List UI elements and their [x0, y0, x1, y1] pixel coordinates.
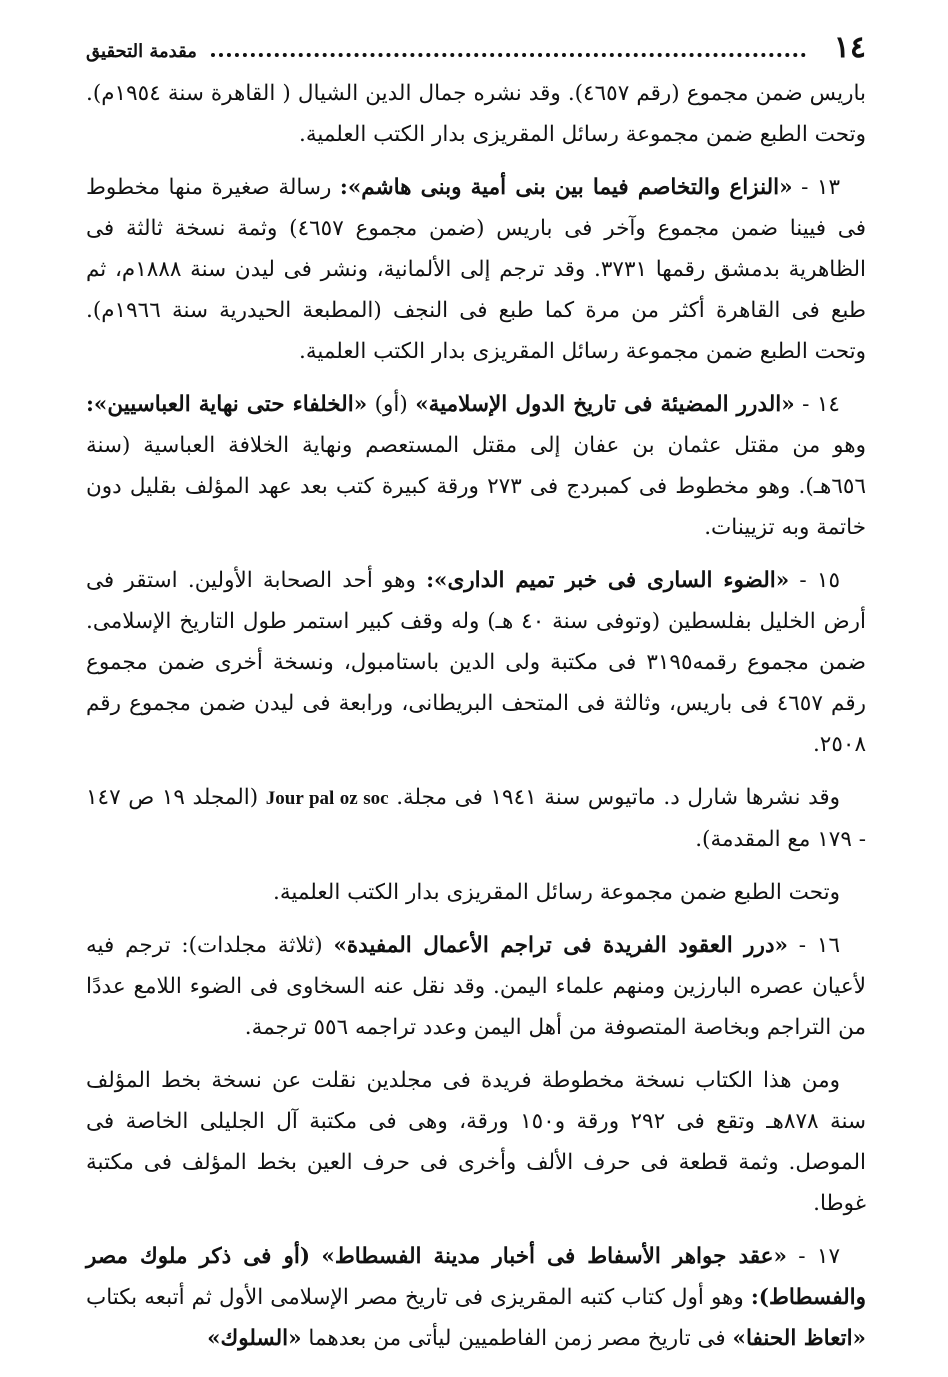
document-page — [86, 30, 866, 1371]
paragraph-item-16-manuscripts — [86, 1060, 866, 1224]
paragraph-item-15-publication — [86, 777, 866, 860]
text-run: رسالة صغيرة منها مخطوط فى فيينا ضمن مجموع وآخر فى باريس (ضمن مجموع ٤٦٥٧) وثمة نسخة ثالثة فى الظاهرية بدمشق رقمها ٣٧٣١. وقد ترجم إلى الألمانية، ونشر فى ليدن سنة ١٨٨٨م، ثم طبع فى القاهرة أكثر من مرة كما طبع فى النجف (المطبعة الحيدرية سنة ١٩٦٦م). وتحت الطبع ضمن مجموعة رسائل المقريزى بدار الكتب العلمية. — [86, 175, 867, 364]
text-run: فى تاريخ مصر زمن الفاطميين ليأتى من بعدهما — [301, 1326, 733, 1351]
page-number: ١٤ — [833, 30, 866, 65]
text-run: (ثلاثة مجلدات): ترجم فيه لأعيان عصره البارزين ومنهم علماء اليمن. وقد نقل عنه السخاوى فى الضوء اللامع عددًا من التراجم وبخاصة المتصوفة من أهل اليمن وعدد تراجمه ٥٥٦ ترجمة. — [86, 933, 866, 1040]
paragraph-item-16 — [86, 925, 866, 1048]
text-run: وهو من مقتل عثمان بن عفان إلى مقتل المستعصم ونهاية الخلافة العباسية (سنة ٦٥٦هـ). وهو مخطوط فى كمبردج فى ٢٧٣ ورقة كبيرة كتب بعد عهد المؤلف بقليل دون خاتمة وبه تزيينات. — [86, 433, 866, 540]
text-run: ١٧ - — [786, 1244, 841, 1269]
bold-title-run: «الدرر المضيئة فى تاريخ الدول الإسلامية» — [415, 392, 795, 417]
text-run — [310, 1244, 321, 1269]
text-run: ومن هذا الكتاب نسخة مخطوطة فريدة فى مجلدين نقلت عن نسخة بخط المؤلف سنة ٨٧٨هـ وتقع فى ٢٩٢ ورقة و١٥٠ ورقة، وهى فى مكتبة آل الجليلى الخاصة فى الموصل. وثمة قطعة فى حرف الألف وأخرى فى حرف العين بخط المؤلف فى مكتبة غوطا. — [86, 1068, 866, 1216]
text-run: وهو أحد الصحابة الأولين. استقر فى أرض الخليل بفلسطين (وتوفى سنة ٤٠ هـ) وله وقف كبير استمر طول التاريخ الإسلامى. ضمن مجموع رقمه٣١٩٥ فى مكتبة ولى الدين باستامبول، ونسخة أخرى ضمن مجموع رقم ٤٦٥٧ فى باريس، وثالثة فى المتحف البريطانى، ورابعة فى ليدن ضمن مجموع رقم ٢٥٠٨. — [86, 568, 866, 757]
bold-title-run: «السلوك» — [207, 1326, 302, 1351]
header-title: مقدمة التحقيق — [86, 41, 197, 62]
bold-title-run: «درر العقود الفريدة فى تراجم الأعمال المفيدة» — [333, 933, 788, 958]
paragraph-item-15-printing — [86, 872, 866, 913]
text-run: ١٤ - — [794, 392, 840, 417]
paragraph-item-15 — [86, 560, 866, 765]
running-header — [86, 30, 866, 65]
body-text — [86, 73, 866, 1359]
paragraph-continued — [86, 73, 866, 155]
text-run: باريس ضمن مجموع (رقم ٤٦٥٧). وقد نشره جمال الدين الشيال ( القاهرة سنة ١٩٥٤م). وتحت الطبع ضمن مجموعة رسائل المقريزى بدار الكتب العلمية. — [86, 81, 866, 147]
paragraph-item-17 — [86, 1236, 866, 1359]
latin-text-run: Jour pal oz soc — [265, 788, 389, 809]
text-run: (المجلد ١٩ ص ١٤٧ - ١٧٩ مع المقدمة). — [86, 785, 866, 852]
text-run: ١٣ - — [792, 175, 841, 200]
bold-title-run: «الضوء السارى فى خبر تميم الدارى»: — [426, 568, 790, 593]
text-run: وهو أول كتاب كتبه المقريزى فى تاريخ مصر الإسلامى الأول ثم أتبعه بكتاب — [86, 1285, 751, 1310]
bold-title-run: «اتعاظ الحنفا» — [732, 1326, 866, 1351]
text-run: وتحت الطبع ضمن مجموعة رسائل المقريزى بدار الكتب العلمية. — [273, 880, 840, 905]
bold-title-run: «الخلفاء حتى نهاية العباسيين»: — [86, 392, 368, 417]
text-run: وقد نشرها شارل د. ماتيوس سنة ١٩٤١ فى مجلة. — [388, 785, 841, 810]
bold-title-run: «النزاع والتخاصم فيما بين بنى أمية وبنى هاشم»: — [339, 175, 793, 200]
paragraph-item-14 — [86, 384, 866, 548]
bold-title-run: «عقد جواهر الأسفاط فى أخبار مدينة الفسطاط» — [321, 1244, 787, 1269]
text-run: ١٦ - — [787, 933, 841, 958]
text-run: (أو) — [367, 392, 416, 417]
header-leader-dots — [211, 53, 806, 57]
text-run: ١٥ - — [789, 568, 840, 593]
bold-title-run: (أو فى ذكر ملوك مصر والفسطاط): — [86, 1244, 866, 1310]
paragraph-item-13 — [86, 167, 866, 372]
